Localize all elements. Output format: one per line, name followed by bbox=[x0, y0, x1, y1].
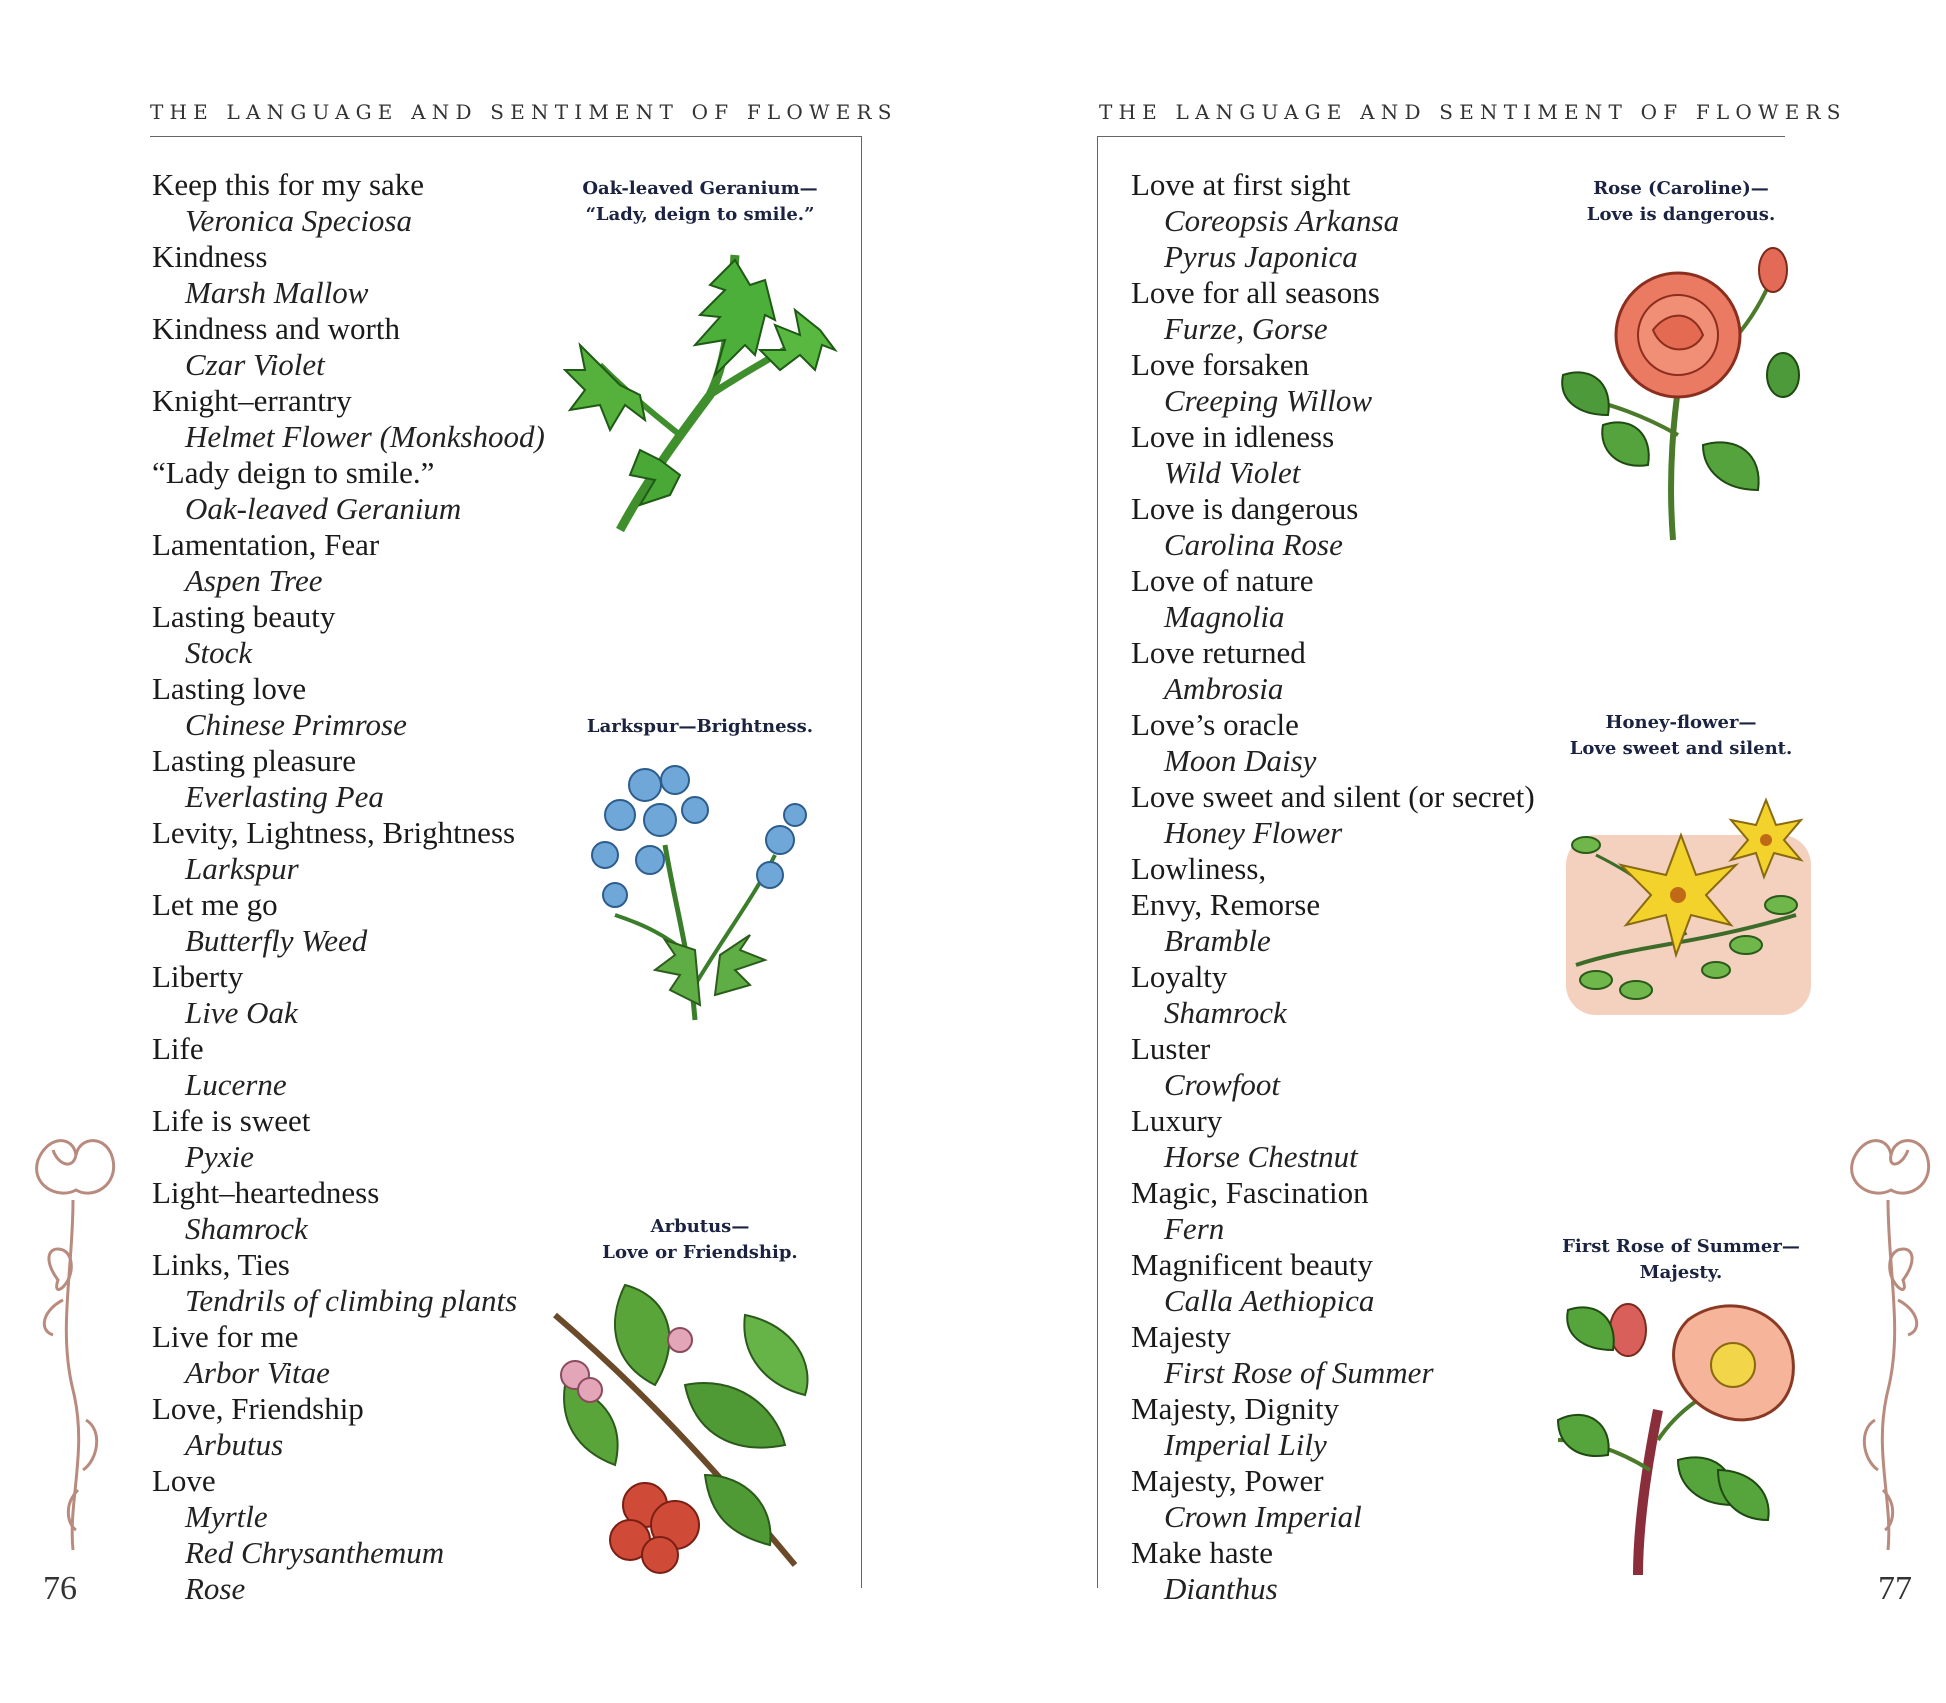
sentiment-text: Kindness and worth bbox=[152, 311, 400, 346]
sentiment-text: Lamentation, Fear bbox=[152, 527, 380, 562]
sentiment-text: Life bbox=[152, 1031, 204, 1066]
sentiment-text: Luxury bbox=[1131, 1103, 1223, 1138]
flower-name: Calla Aethiopica bbox=[1164, 1283, 1375, 1318]
sentiment-text: Love bbox=[152, 1463, 216, 1498]
flower-name: Pyrus Japonica bbox=[1164, 239, 1358, 274]
sentiment-text: Knight–errantry bbox=[152, 383, 352, 418]
right-page bbox=[973, 0, 1946, 1703]
flower-name: Rose bbox=[185, 1571, 246, 1606]
honey-flower-illustration bbox=[1556, 795, 1816, 1025]
sentiment-text: Love is dangerous bbox=[1131, 491, 1359, 526]
page-number: 76 bbox=[43, 1570, 77, 1607]
flower-name: Arbutus bbox=[185, 1427, 284, 1462]
sentiment-text: Let me go bbox=[152, 887, 278, 922]
first-rose-of-summer-illustration bbox=[1538, 1290, 1808, 1580]
flower-name: Shamrock bbox=[185, 1211, 308, 1246]
running-head: THE LANGUAGE AND SENTIMENT OF FLOWERS bbox=[1099, 100, 1847, 124]
entry-list bbox=[1131, 167, 1535, 1607]
flower-name: Ambrosia bbox=[1164, 671, 1284, 706]
flower-name: Crown Imperial bbox=[1164, 1499, 1362, 1534]
sentiment-text: Love sweet and silent (or secret) bbox=[1131, 779, 1535, 814]
flower-name: Butterfly Weed bbox=[185, 923, 368, 958]
flower-name: Aspen Tree bbox=[185, 563, 323, 598]
entry-list bbox=[152, 167, 545, 1607]
sentiment-text: Loyalty bbox=[1131, 959, 1228, 994]
flower-name: Everlasting Pea bbox=[185, 779, 384, 814]
sentiment-text: Levity, Lightness, Brightness bbox=[152, 815, 516, 850]
sentiment-text: Majesty, Dignity bbox=[1131, 1391, 1340, 1426]
sentiment-text: Keep this for my sake bbox=[152, 167, 425, 202]
sentiment-text: Life is sweet bbox=[152, 1103, 311, 1138]
flower-name: Arbor Vitae bbox=[185, 1355, 330, 1390]
floral-ornament-icon bbox=[1833, 1130, 1943, 1560]
sentiment-text: Make haste bbox=[1131, 1535, 1274, 1570]
running-head: THE LANGUAGE AND SENTIMENT OF FLOWERS bbox=[150, 100, 898, 124]
sentiment-text: Love returned bbox=[1131, 635, 1306, 670]
flower-name: Czar Violet bbox=[185, 347, 325, 382]
sentiment-text: Kindness bbox=[152, 239, 268, 274]
flower-name: Coreopsis Arkansa bbox=[1164, 203, 1400, 238]
sentiment-text: Luster bbox=[1131, 1031, 1211, 1066]
flower-name: Helmet Flower (Monkshood) bbox=[185, 419, 545, 454]
flower-name: Dianthus bbox=[1164, 1571, 1278, 1606]
sentiment-text: Live for me bbox=[152, 1319, 299, 1354]
sentiment-text: Envy, Remorse bbox=[1131, 887, 1321, 922]
larkspur-illustration bbox=[575, 755, 835, 1025]
flower-name: Crowfoot bbox=[1164, 1067, 1280, 1102]
flower-name: First Rose of Summer bbox=[1164, 1355, 1434, 1390]
flower-name: Honey Flower bbox=[1164, 815, 1343, 850]
flower-name: Carolina Rose bbox=[1164, 527, 1343, 562]
sentiment-text: Love for all seasons bbox=[1131, 275, 1380, 310]
flower-name: Stock bbox=[185, 635, 253, 670]
flower-name: Marsh Mallow bbox=[185, 275, 369, 310]
page-number: 77 bbox=[1878, 1570, 1912, 1607]
sentiment-text: Light–heartedness bbox=[152, 1175, 380, 1210]
sentiment-text: Magnificent beauty bbox=[1131, 1247, 1373, 1282]
sentiment-text: Liberty bbox=[152, 959, 244, 994]
sentiment-text: Love, Friendship bbox=[152, 1391, 364, 1426]
sentiment-text: Lasting beauty bbox=[152, 599, 336, 634]
flower-name: Oak-leaved Geranium bbox=[185, 491, 462, 526]
sentiment-text: Majesty, Power bbox=[1131, 1463, 1324, 1498]
flower-name: Lucerne bbox=[185, 1067, 287, 1102]
sentiment-text: Love of nature bbox=[1131, 563, 1314, 598]
flower-name: Chinese Primrose bbox=[185, 707, 407, 742]
sentiment-text: Majesty bbox=[1131, 1319, 1231, 1354]
column-rule bbox=[1097, 136, 1098, 1588]
sentiment-text: Lasting love bbox=[152, 671, 307, 706]
arbutus-illustration bbox=[535, 1275, 835, 1575]
caroline-rose-illustration bbox=[1543, 235, 1823, 545]
sentiment-text: Lowliness, bbox=[1131, 851, 1267, 886]
flower-name: Horse Chestnut bbox=[1164, 1139, 1358, 1174]
flower-name: Furze, Gorse bbox=[1164, 311, 1328, 346]
header-rule bbox=[150, 136, 862, 137]
flower-name: Pyxie bbox=[185, 1139, 254, 1174]
flower-name: Bramble bbox=[1164, 923, 1271, 958]
illustration-caption: First Rose of Summer— Majesty. bbox=[1562, 1236, 1800, 1283]
sentiment-text: Lasting pleasure bbox=[152, 743, 357, 778]
flower-name: Magnolia bbox=[1164, 599, 1285, 634]
header-rule bbox=[1097, 136, 1785, 137]
flower-name: Shamrock bbox=[1164, 995, 1287, 1030]
sentiment-text: Love forsaken bbox=[1131, 347, 1310, 382]
flower-name: Fern bbox=[1164, 1211, 1225, 1246]
flower-name: Veronica Speciosa bbox=[185, 203, 412, 238]
sentiment-text: “Lady deign to smile.” bbox=[152, 455, 435, 490]
sentiment-text: Links, Ties bbox=[152, 1247, 290, 1282]
floral-ornament-icon bbox=[18, 1130, 128, 1560]
flower-name: Creeping Willow bbox=[1164, 383, 1373, 418]
sentiment-text: Magic, Fascination bbox=[1131, 1175, 1369, 1210]
sentiment-text: Love in idleness bbox=[1131, 419, 1335, 454]
column-rule bbox=[861, 136, 862, 1588]
illustration-caption: Arbutus— Love or Friendship. bbox=[602, 1216, 798, 1263]
oak-leaved-geranium-illustration bbox=[560, 245, 840, 535]
sentiment-text: Love at first sight bbox=[1131, 167, 1351, 202]
flower-name: Moon Daisy bbox=[1164, 743, 1317, 778]
illustration-caption: Oak-leaved Geranium— “Lady, deign to smile.” bbox=[582, 178, 818, 225]
sentiment-text: Love’s oracle bbox=[1131, 707, 1299, 742]
illustration-caption: Rose (Caroline)— Love is dangerous. bbox=[1586, 178, 1776, 225]
flower-name: Tendrils of climbing plants bbox=[185, 1283, 518, 1318]
illustration-caption: Larkspur—Brightness. bbox=[586, 716, 814, 737]
flower-name: Imperial Lily bbox=[1164, 1427, 1327, 1462]
flower-name: Myrtle bbox=[185, 1499, 268, 1534]
flower-name: Wild Violet bbox=[1164, 455, 1301, 490]
flower-name: Live Oak bbox=[185, 995, 298, 1030]
illustration-caption: Honey-flower— Love sweet and silent. bbox=[1569, 712, 1793, 759]
flower-name: Red Chrysanthemum bbox=[185, 1535, 445, 1570]
flower-name: Larkspur bbox=[185, 851, 299, 886]
